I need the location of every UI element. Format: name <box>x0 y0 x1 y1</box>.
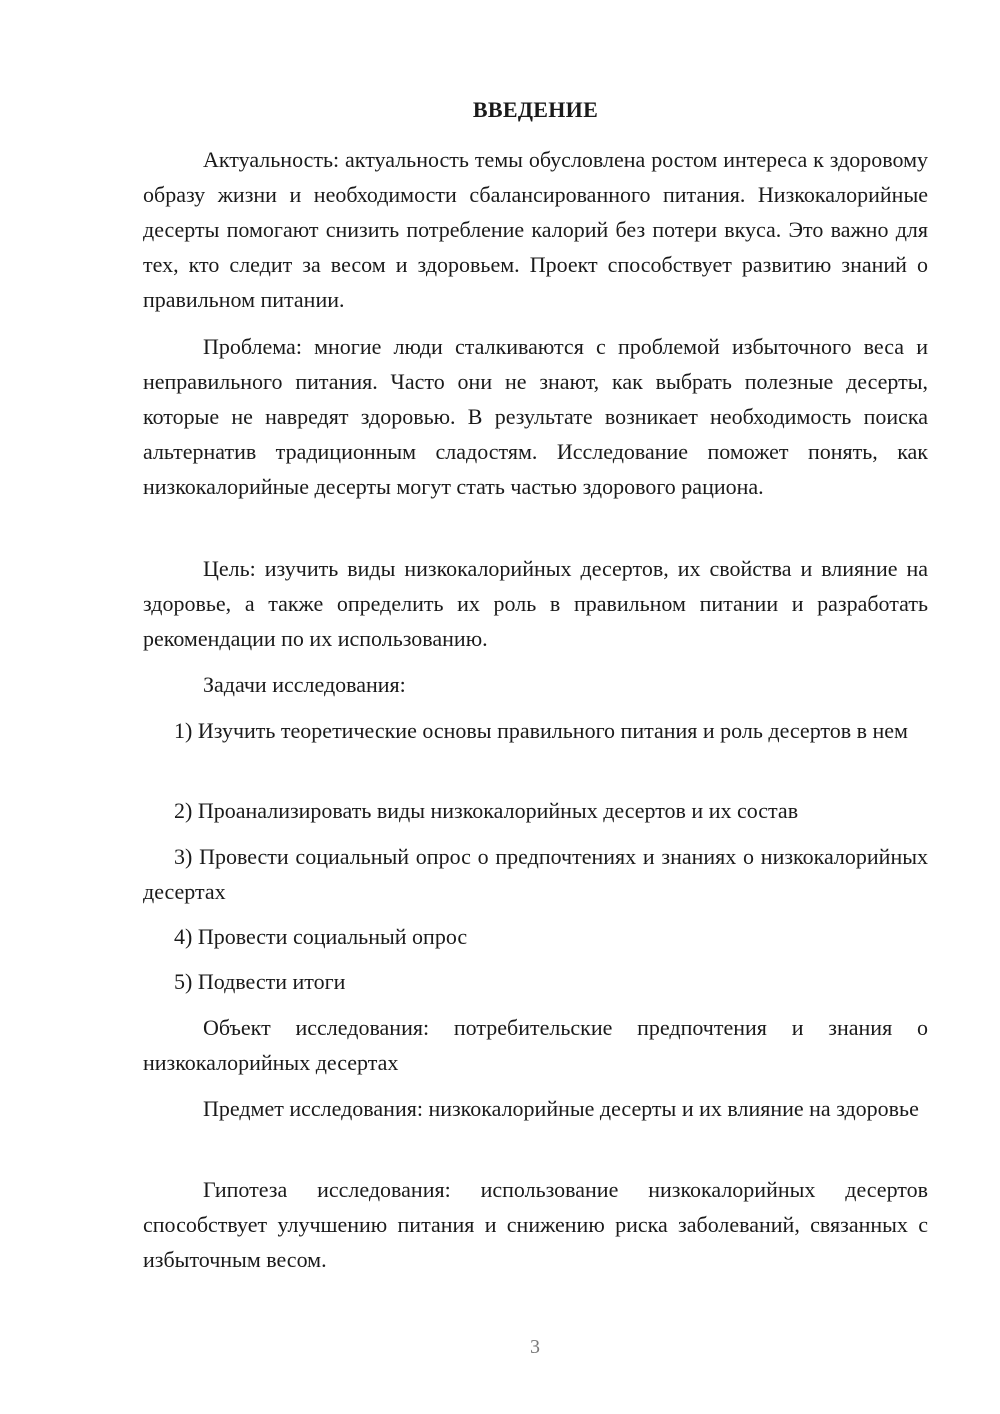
paragraph-subject: Предмет исследования: низкокалорийные десерты и их влияние на здоровье <box>203 1096 919 1121</box>
paragraph-relevance: Актуальность: актуальность темы обусловлена ростом интереса к здоровому образу жизни и необходимости сбалансированного питания. Низкокалорийные десерты помогают снизить потребление калорий без потери вкуса. Это важно для тех, кто следит за весом и здоровьем. Проект способствует развитию знаний о правильном питании. <box>143 147 928 312</box>
task-item-5: 5) Подвести итоги <box>174 969 346 994</box>
task-item-3: 3) Провести социальный опрос о предпочтениях и знаниях о низкокалорийных десертах <box>143 844 928 904</box>
task-item-1: 1) Изучить теоретические основы правильного питания и роль десертов в нем <box>174 718 908 743</box>
paragraph-problem: Проблема: многие люди сталкиваются с проблемой избыточного веса и неправильного питания. Часто они не знают, как выбрать полезные десерты, которые не навредят здоровью. В результате возникает необходимость поиска альтернатив традиционным сладостям. Исследование поможет понять, как низкокалорийные десерты могут стать частью здорового рациона. <box>143 334 928 499</box>
section-title: ВВЕДЕНИЕ <box>472 97 599 122</box>
tasks-heading: Задачи исследования: <box>203 672 406 697</box>
task-item-4: 4) Провести социальный опрос <box>174 924 468 949</box>
paragraph-goal: Цель: изучить виды низкокалорийных десертов, их свойства и влияние на здоровье, а также определить их роль в правильном питании и разработать рекомендации по их использованию. <box>143 556 928 651</box>
paragraph-object: Объект исследования: потребительские предпочтения и знания о низкокалорийных десертах <box>143 1015 928 1075</box>
paragraph-hypothesis: Гипотеза исследования: использование низкокалорийных десертов способствует улучшению питания и снижению риска заболеваний, связанных с избыточным весом. <box>143 1177 928 1272</box>
task-item-2: 2) Проанализировать виды низкокалорийных десертов и их состав <box>174 798 799 823</box>
page-number: 3 <box>530 1336 540 1358</box>
